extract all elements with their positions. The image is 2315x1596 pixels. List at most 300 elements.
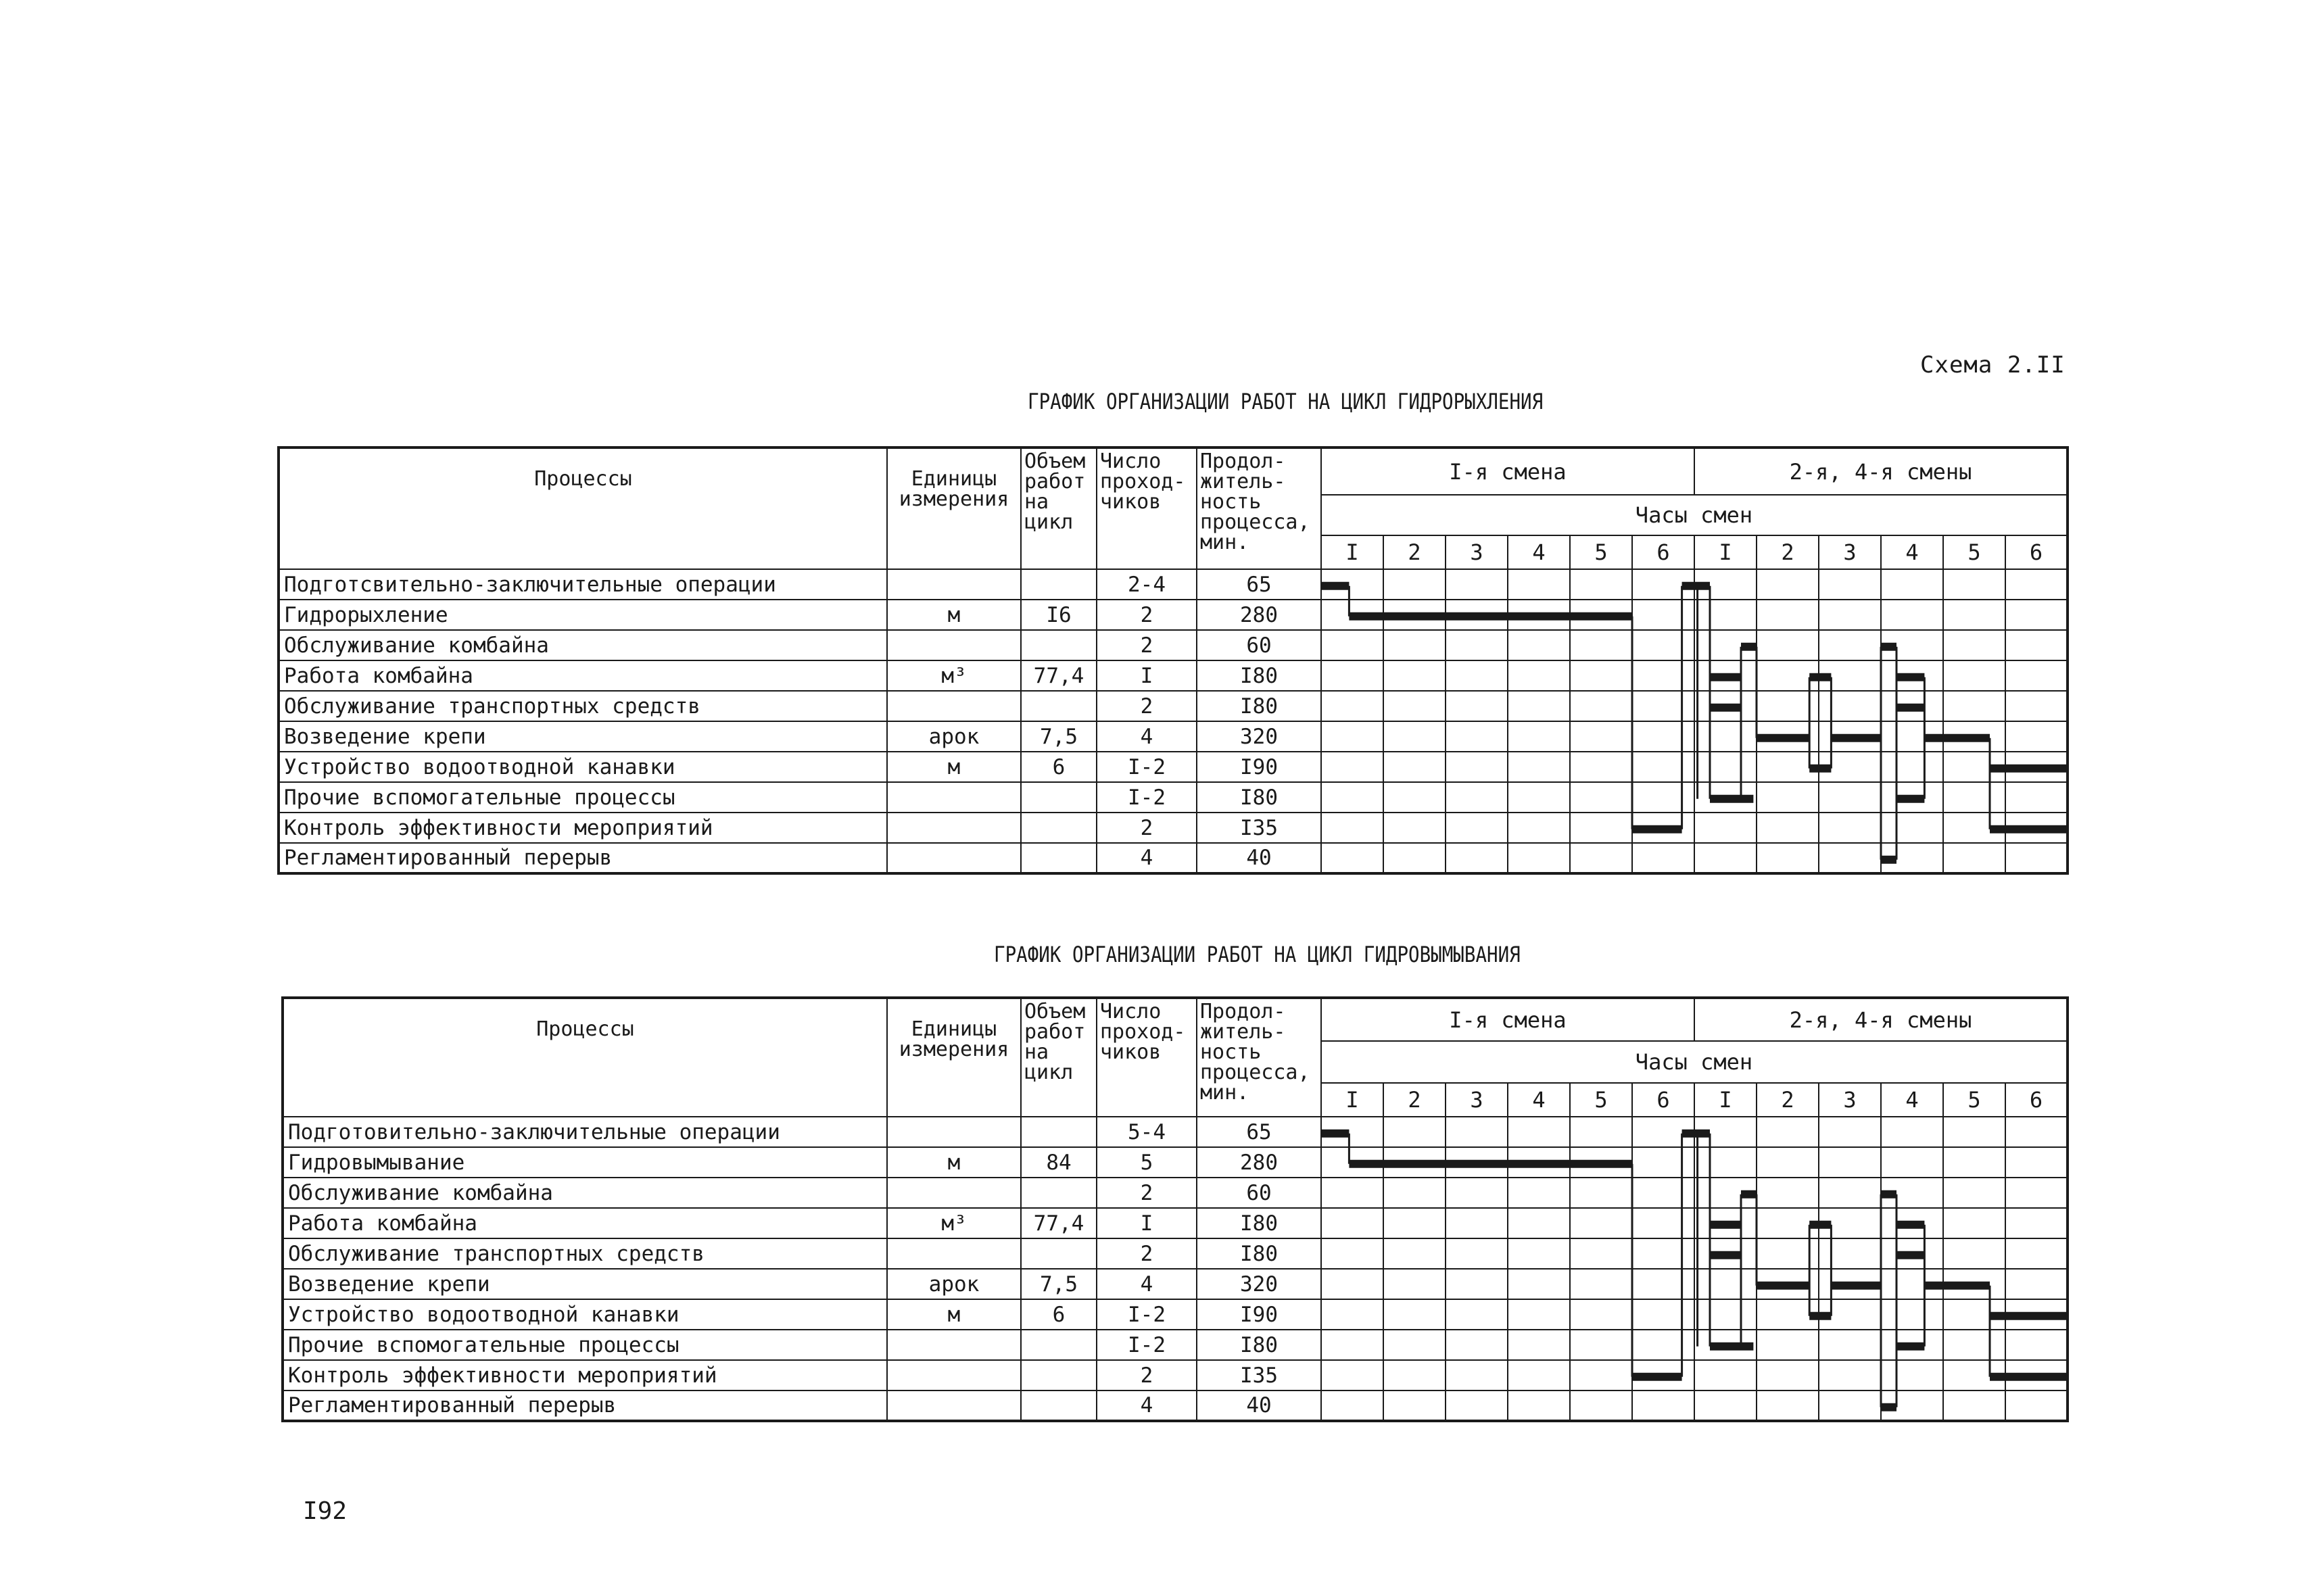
process-cell: Обслуживание транспортных средств [283, 1238, 887, 1269]
hour-cell [1570, 1330, 1632, 1360]
table-row [283, 1117, 2068, 1147]
hour-cell [1321, 1391, 1383, 1421]
hour-cell [1632, 1208, 1694, 1238]
duration-cell: 65 [1197, 569, 1321, 600]
hour-cell [1446, 1299, 1508, 1330]
table-row [279, 569, 2068, 600]
hour-header-s1-6: 6 [1632, 535, 1694, 569]
hour-cell [1570, 782, 1632, 813]
workers-cell: 5-4 [1097, 1117, 1197, 1147]
workers-cell: I-2 [1097, 752, 1197, 782]
hour-cell [1446, 630, 1508, 660]
duration-cell: I35 [1197, 1360, 1321, 1391]
hour-cell [1508, 782, 1570, 813]
table-row [283, 1208, 2068, 1238]
hour-cell [1694, 813, 1757, 843]
hour-cell [1943, 1208, 2005, 1238]
hour-header-s1-3: 3 [1446, 1083, 1508, 1117]
hour-cell [1508, 813, 1570, 843]
header-workers: Число проход-чиков [1097, 448, 1197, 569]
hour-cell [1383, 1299, 1446, 1330]
unit-cell: м [887, 752, 1021, 782]
hour-cell [1757, 1330, 1819, 1360]
unit-cell [887, 1360, 1021, 1391]
workers-cell: 4 [1097, 721, 1197, 752]
table-row [283, 1391, 2068, 1421]
hour-cell [2005, 1269, 2068, 1299]
volume-cell [1021, 782, 1097, 813]
hour-header-s2-6: 6 [2005, 1083, 2068, 1117]
hour-cell [1819, 843, 1881, 873]
hour-cell [1321, 630, 1383, 660]
hour-cell [1632, 782, 1694, 813]
hour-cell [1632, 1269, 1694, 1299]
hour-cell [1694, 1330, 1757, 1360]
hour-cell [1694, 1147, 1757, 1178]
hour-cell [1819, 1178, 1881, 1208]
hour-cell [1819, 1147, 1881, 1178]
hour-cell [1943, 660, 2005, 691]
hour-cell [1632, 1178, 1694, 1208]
workers-cell: 2 [1097, 1360, 1197, 1391]
duration-cell: I90 [1197, 752, 1321, 782]
hour-cell [2005, 600, 2068, 630]
unit-cell: м [887, 1299, 1021, 1330]
hour-header-s2-6: 6 [2005, 535, 2068, 569]
duration-cell: 280 [1197, 1147, 1321, 1178]
hour-header-s1-6: 6 [1632, 1083, 1694, 1117]
hour-cell [1819, 752, 1881, 782]
unit-cell [887, 1330, 1021, 1360]
hour-header-s2-2: 2 [1757, 1083, 1819, 1117]
volume-cell [1021, 1117, 1097, 1147]
workers-cell: 2 [1097, 1178, 1197, 1208]
process-cell: Регламентированный перерыв [283, 1391, 887, 1421]
hour-cell [1757, 1238, 1819, 1269]
hour-cell [1446, 782, 1508, 813]
hour-cell [1508, 630, 1570, 660]
hour-cell [1943, 813, 2005, 843]
hour-cell [1508, 752, 1570, 782]
hour-cell [1694, 630, 1757, 660]
hour-cell [1570, 1360, 1632, 1391]
volume-cell: 77,4 [1021, 660, 1097, 691]
header-shift-2-4: 2-я, 4-я смены [1694, 998, 2068, 1041]
table-row [279, 630, 2068, 660]
hour-header-s2-4: 4 [1881, 1083, 1943, 1117]
hour-cell [2005, 660, 2068, 691]
process-cell: Работа комбайна [279, 660, 887, 691]
hour-cell [1570, 752, 1632, 782]
hour-cell [1508, 1299, 1570, 1330]
table-row [283, 1238, 2068, 1269]
hour-cell [1570, 1269, 1632, 1299]
hour-cell [1570, 1117, 1632, 1147]
hour-cell [1383, 813, 1446, 843]
duration-cell: I80 [1197, 1208, 1321, 1238]
unit-cell [887, 1391, 1021, 1421]
workers-cell: I [1097, 1208, 1197, 1238]
table-row [283, 1330, 2068, 1360]
hour-cell [1632, 721, 1694, 752]
hour-cell [1943, 600, 2005, 630]
hour-cell [1943, 1391, 2005, 1421]
hour-header-s2-3: 3 [1819, 1083, 1881, 1117]
hour-cell [1321, 1238, 1383, 1269]
hour-cell [1881, 1208, 1943, 1238]
hour-cell [1446, 569, 1508, 600]
hour-cell [2005, 630, 2068, 660]
hour-cell [1383, 691, 1446, 721]
hour-header-s2-5: 5 [1943, 535, 2005, 569]
duration-cell: 60 [1197, 630, 1321, 660]
table-row [279, 782, 2068, 813]
table-row [279, 721, 2068, 752]
workers-cell: 2-4 [1097, 569, 1197, 600]
table-row [283, 1299, 2068, 1330]
hour-cell [1694, 1178, 1757, 1208]
unit-cell [887, 691, 1021, 721]
volume-cell [1021, 1178, 1097, 1208]
hour-cell [1694, 1391, 1757, 1421]
hour-cell [1943, 569, 2005, 600]
hour-cell [1632, 630, 1694, 660]
workers-cell: I-2 [1097, 782, 1197, 813]
hour-cell [1757, 813, 1819, 843]
hour-cell [1881, 1269, 1943, 1299]
hour-cell [1446, 1117, 1508, 1147]
hour-cell [1632, 600, 1694, 630]
unit-cell [887, 1117, 1021, 1147]
hour-cell [1881, 1117, 1943, 1147]
volume-cell [1021, 1238, 1097, 1269]
hour-cell [1881, 691, 1943, 721]
table-row [279, 691, 2068, 721]
unit-cell [887, 569, 1021, 600]
unit-cell: арок [887, 1269, 1021, 1299]
volume-cell [1021, 813, 1097, 843]
duration-cell: I80 [1197, 691, 1321, 721]
header-units: Единицы измерения [887, 998, 1021, 1117]
hour-cell [1570, 660, 1632, 691]
hour-cell [1446, 600, 1508, 630]
table-row [279, 600, 2068, 630]
workers-cell: 2 [1097, 600, 1197, 630]
hour-cell [1881, 1360, 1943, 1391]
hour-cell [1694, 691, 1757, 721]
hour-cell [1321, 1208, 1383, 1238]
volume-cell [1021, 691, 1097, 721]
table-row [283, 1269, 2068, 1299]
hour-cell [1321, 721, 1383, 752]
volume-cell [1021, 630, 1097, 660]
process-cell: Работа комбайна [283, 1208, 887, 1238]
hour-cell [2005, 1117, 2068, 1147]
hour-cell [1632, 569, 1694, 600]
hour-cell [1694, 782, 1757, 813]
hour-cell [1819, 600, 1881, 630]
schedule-table-hydrowashing [281, 996, 2069, 1422]
header-shift-2-4: 2-я, 4-я смены [1694, 448, 2068, 495]
process-cell: Подготсвительно-заключительные операции [279, 569, 887, 600]
hour-cell [1943, 630, 2005, 660]
hour-cell [1570, 1299, 1632, 1330]
hour-cell [1570, 1147, 1632, 1178]
hour-cell [1508, 600, 1570, 630]
hour-header-s2-3: 3 [1819, 535, 1881, 569]
hour-cell [1881, 660, 1943, 691]
table-row [283, 1360, 2068, 1391]
hour-cell [1881, 1178, 1943, 1208]
hour-cell [1321, 843, 1383, 873]
hour-cell [1508, 1238, 1570, 1269]
hour-cell [1819, 1330, 1881, 1360]
hour-cell [1819, 630, 1881, 660]
hour-header-s1-5: 5 [1570, 535, 1632, 569]
hour-cell [1570, 1391, 1632, 1421]
hour-cell [2005, 1178, 2068, 1208]
hour-cell [1881, 630, 1943, 660]
hour-cell [1757, 660, 1819, 691]
hour-cell [1383, 1117, 1446, 1147]
hour-cell [1819, 1360, 1881, 1391]
hour-cell [1632, 1391, 1694, 1421]
hour-cell [1383, 1391, 1446, 1421]
hour-cell [1943, 752, 2005, 782]
header-shift-hours: Часы смен [1321, 495, 2068, 535]
hour-cell [1943, 1178, 2005, 1208]
hour-cell [1321, 1360, 1383, 1391]
process-cell: Обслуживание комбайна [283, 1178, 887, 1208]
chart-title-2: ГРАФИК ОРГАНИЗАЦИИ РАБОТ НА ЦИКЛ ГИДРОВЫМЫВАНИЯ [994, 942, 1521, 967]
hour-cell [1757, 1117, 1819, 1147]
volume-cell [1021, 1391, 1097, 1421]
duration-cell: 65 [1197, 1117, 1321, 1147]
hour-cell [1632, 1299, 1694, 1330]
header-shift-1: I-я смена [1321, 998, 1694, 1041]
hour-cell [1694, 721, 1757, 752]
workers-cell: 2 [1097, 630, 1197, 660]
hour-cell [1632, 1238, 1694, 1269]
unit-cell: м³ [887, 1208, 1021, 1238]
hour-cell [1881, 1147, 1943, 1178]
hour-cell [1508, 843, 1570, 873]
header-shift-hours: Часы смен [1321, 1041, 2068, 1083]
hour-cell [1694, 1299, 1757, 1330]
hour-cell [1446, 813, 1508, 843]
hour-header-s2-1: I [1694, 1083, 1757, 1117]
hour-cell [1757, 600, 1819, 630]
hour-cell [1446, 721, 1508, 752]
hour-cell [2005, 782, 2068, 813]
hour-cell [1881, 721, 1943, 752]
hour-cell [1632, 752, 1694, 782]
hour-cell [1321, 660, 1383, 691]
process-cell: Гидровымывание [283, 1147, 887, 1178]
workers-cell: 2 [1097, 1238, 1197, 1269]
hour-cell [1632, 660, 1694, 691]
hour-cell [1694, 569, 1757, 600]
unit-cell [887, 813, 1021, 843]
hour-cell [1570, 1238, 1632, 1269]
hour-cell [1446, 843, 1508, 873]
hour-cell [1881, 600, 1943, 630]
hour-cell [1757, 630, 1819, 660]
unit-cell [887, 630, 1021, 660]
page-number: I92 [303, 1497, 348, 1525]
hour-cell [1943, 1117, 2005, 1147]
header-volume: Объем работ на цикл [1021, 998, 1097, 1117]
hour-cell [2005, 813, 2068, 843]
volume-cell: 77,4 [1021, 1208, 1097, 1238]
unit-cell [887, 843, 1021, 873]
process-cell: Обслуживание транспортных средств [279, 691, 887, 721]
hour-cell [1943, 1360, 2005, 1391]
hour-cell [1881, 813, 1943, 843]
process-cell: Подготовительно-заключительные операции [283, 1117, 887, 1147]
hour-cell [1570, 1208, 1632, 1238]
table-row [279, 813, 2068, 843]
hour-cell [2005, 1299, 2068, 1330]
hour-cell [1943, 1299, 2005, 1330]
hour-cell [1321, 1147, 1383, 1178]
hour-cell [1943, 1269, 2005, 1299]
hour-header-s1-4: 4 [1508, 1083, 1570, 1117]
hour-cell [1881, 1330, 1943, 1360]
hour-cell [1632, 1330, 1694, 1360]
hour-cell [1757, 752, 1819, 782]
hour-header-s2-2: 2 [1757, 535, 1819, 569]
hour-cell [1757, 1360, 1819, 1391]
hour-cell [1694, 1238, 1757, 1269]
volume-cell: 6 [1021, 1299, 1097, 1330]
hour-cell [1632, 843, 1694, 873]
hour-cell [1446, 1178, 1508, 1208]
header-workers: Число проход-чиков [1097, 998, 1197, 1117]
hour-cell [1632, 1117, 1694, 1147]
hour-cell [1446, 1208, 1508, 1238]
hour-cell [1383, 1269, 1446, 1299]
hour-cell [1570, 630, 1632, 660]
hour-cell [1694, 1117, 1757, 1147]
duration-cell: I80 [1197, 660, 1321, 691]
hour-cell [1757, 1299, 1819, 1330]
hour-cell [1881, 752, 1943, 782]
hour-cell [2005, 1208, 2068, 1238]
header-volume: Объем работ на цикл [1021, 448, 1097, 569]
hour-cell [1819, 813, 1881, 843]
hour-cell [2005, 1330, 2068, 1360]
hour-cell [1383, 721, 1446, 752]
process-cell: Гидрорыхление [279, 600, 887, 630]
process-cell: Обслуживание комбайна [279, 630, 887, 660]
header-units: Единицы измерения [887, 448, 1021, 569]
scheme-label: Схема 2.II [1920, 352, 2066, 379]
workers-cell: I-2 [1097, 1330, 1197, 1360]
hour-cell [1508, 1330, 1570, 1360]
duration-cell: 40 [1197, 1391, 1321, 1421]
hour-cell [1943, 1147, 2005, 1178]
process-cell: Контроль эффективности мероприятий [279, 813, 887, 843]
hour-cell [1321, 569, 1383, 600]
hour-cell [1321, 1178, 1383, 1208]
hour-cell [1819, 660, 1881, 691]
hour-cell [1819, 691, 1881, 721]
hour-cell [1321, 1117, 1383, 1147]
hour-cell [1819, 721, 1881, 752]
hour-cell [1508, 1117, 1570, 1147]
hour-cell [1446, 660, 1508, 691]
hour-cell [1446, 1360, 1508, 1391]
hour-header-s1-1: I [1321, 535, 1383, 569]
hour-cell [1383, 1238, 1446, 1269]
hour-cell [1383, 752, 1446, 782]
hour-cell [1757, 1178, 1819, 1208]
hour-cell [1881, 843, 1943, 873]
hour-cell [1819, 569, 1881, 600]
hour-cell [1321, 691, 1383, 721]
hour-cell [1819, 1299, 1881, 1330]
hour-header-s2-4: 4 [1881, 535, 1943, 569]
duration-cell: 320 [1197, 1269, 1321, 1299]
hour-cell [1757, 1391, 1819, 1421]
hour-cell [1570, 691, 1632, 721]
duration-cell: I35 [1197, 813, 1321, 843]
hour-cell [1694, 600, 1757, 630]
hour-cell [1819, 1238, 1881, 1269]
hour-cell [1508, 1391, 1570, 1421]
hour-cell [1757, 843, 1819, 873]
hour-cell [2005, 752, 2068, 782]
hour-cell [1383, 1360, 1446, 1391]
hour-cell [1881, 569, 1943, 600]
hour-cell [1757, 691, 1819, 721]
workers-cell: 4 [1097, 843, 1197, 873]
header-processes: Процессы [279, 448, 887, 569]
hour-cell [1943, 691, 2005, 721]
hour-cell [1446, 1330, 1508, 1360]
table-row [283, 1147, 2068, 1178]
table-row [283, 1178, 2068, 1208]
hour-cell [2005, 721, 2068, 752]
hour-cell [1819, 1391, 1881, 1421]
hour-cell [1819, 1117, 1881, 1147]
duration-cell: I90 [1197, 1299, 1321, 1330]
unit-cell: м [887, 600, 1021, 630]
workers-cell: I-2 [1097, 1299, 1197, 1330]
process-cell: Возведение крепи [283, 1269, 887, 1299]
schedule-table-hydroloosening [277, 446, 2069, 875]
hour-cell [1570, 600, 1632, 630]
unit-cell: м³ [887, 660, 1021, 691]
hour-cell [1757, 1269, 1819, 1299]
hour-cell [1446, 1269, 1508, 1299]
hour-cell [1508, 660, 1570, 691]
hour-cell [1570, 1178, 1632, 1208]
unit-cell: арок [887, 721, 1021, 752]
table-row [279, 752, 2068, 782]
hour-cell [1383, 1208, 1446, 1238]
hour-header-s1-2: 2 [1383, 535, 1446, 569]
hour-header-s1-1: I [1321, 1083, 1383, 1117]
hour-cell [2005, 1147, 2068, 1178]
hour-cell [1321, 600, 1383, 630]
hour-cell [1881, 1238, 1943, 1269]
hour-cell [1881, 1391, 1943, 1421]
hour-cell [1383, 1178, 1446, 1208]
header-duration: Продол-житель-ность процесса, мин. [1197, 998, 1321, 1117]
hour-cell [1508, 569, 1570, 600]
